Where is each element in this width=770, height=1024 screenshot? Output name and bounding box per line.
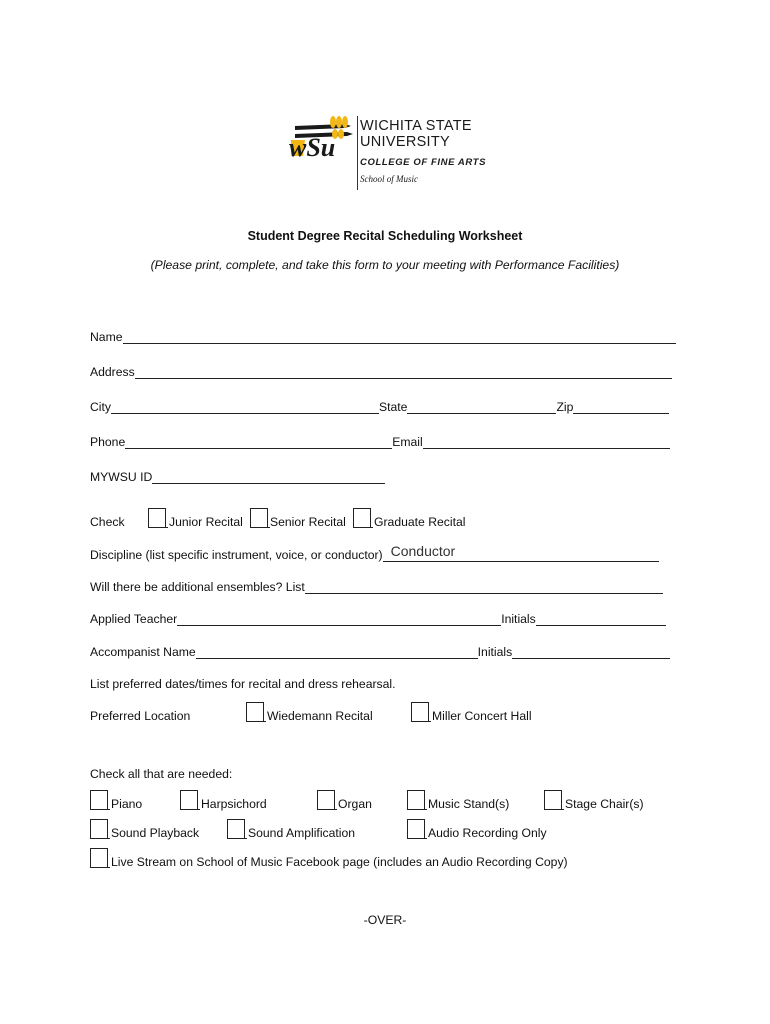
accompanist-field[interactable] xyxy=(196,645,478,659)
graduate-recital-label: Graduate Recital xyxy=(374,515,466,529)
sound-amplification-label: Sound Amplification xyxy=(248,826,356,840)
live-stream-checkbox[interactable] xyxy=(90,848,108,867)
mywsu-field[interactable] xyxy=(152,470,385,484)
junior-recital-label: Junior Recital xyxy=(169,515,243,529)
name-row xyxy=(90,330,676,344)
page-subtitle: (Please print, complete, and take this form to your meeting with Performance Facilities) xyxy=(150,258,620,272)
ensembles-row xyxy=(90,580,663,594)
city-row xyxy=(90,400,669,414)
discipline-field[interactable] xyxy=(383,543,659,562)
applied-teacher-row xyxy=(90,612,666,626)
organ-label: Organ xyxy=(338,797,372,811)
logo-line-3: COLLEGE OF FINE ARTS xyxy=(360,157,487,168)
address-field[interactable] xyxy=(135,365,672,379)
ensembles-field[interactable] xyxy=(305,580,663,594)
phone-label: Phone xyxy=(90,435,126,449)
wsu-mark: wSu xyxy=(289,133,336,162)
phone-field[interactable] xyxy=(125,435,392,449)
piano-checkbox[interactable] xyxy=(90,790,108,809)
wheat-shocker-icon xyxy=(285,112,357,172)
accompanist-initials-field[interactable] xyxy=(512,645,670,659)
email-label: Email xyxy=(392,435,423,449)
harpsichord-label: Harpsichord xyxy=(201,797,267,811)
discipline-value: Conductor xyxy=(390,543,456,559)
needed-label: Check all that are needed: xyxy=(90,767,233,781)
wiedemann-label: Wiedemann Recital xyxy=(267,709,373,723)
logo-line-1: WICHITA STATE xyxy=(360,118,472,134)
live-stream-label: Live Stream on School of Music Facebook page (includes an Audio Recording Copy) xyxy=(111,855,568,869)
ensembles-label: Will there be additional ensembles? List xyxy=(90,580,305,594)
music-stand-checkbox[interactable] xyxy=(407,790,425,809)
city-field[interactable] xyxy=(111,400,379,414)
phone-row xyxy=(90,435,670,449)
stage-chair-label: Stage Chair(s) xyxy=(565,797,644,811)
stage-chair-checkbox[interactable] xyxy=(544,790,562,809)
accompanist-initials-label: Initials xyxy=(477,645,513,659)
senior-recital-checkbox[interactable] xyxy=(250,508,268,527)
music-stand-label: Music Stand(s) xyxy=(428,797,510,811)
organ-checkbox[interactable] xyxy=(317,790,335,809)
wiedemann-checkbox[interactable] xyxy=(246,702,264,721)
accompanist-row xyxy=(90,645,670,659)
location-label: Preferred Location xyxy=(90,709,191,723)
audio-recording-label: Audio Recording Only xyxy=(428,826,547,840)
state-field[interactable] xyxy=(407,400,556,414)
piano-label: Piano xyxy=(111,797,143,811)
applied-teacher-field[interactable] xyxy=(177,612,501,626)
logo-line-2: UNIVERSITY xyxy=(360,134,451,150)
discipline-label: Discipline (list specific instrument, voice, or conductor) xyxy=(90,548,383,562)
state-label: State xyxy=(379,400,408,414)
dates-note: List preferred dates/times for recital and dress rehearsal. xyxy=(90,677,396,691)
logo-line-4: School of Music xyxy=(360,174,418,184)
zip-label: Zip xyxy=(556,400,574,414)
check-label: Check xyxy=(90,515,125,529)
audio-recording-checkbox[interactable] xyxy=(407,819,425,838)
address-row xyxy=(90,365,672,379)
applied-teacher-label: Applied Teacher xyxy=(90,612,178,626)
senior-recital-label: Senior Recital xyxy=(270,515,346,529)
discipline-row xyxy=(90,543,659,562)
applied-teacher-initials-label: Initials xyxy=(501,612,536,626)
wsu-logo xyxy=(285,112,495,192)
mywsu-row xyxy=(90,470,385,484)
logo-divider xyxy=(357,116,358,190)
address-label: Address xyxy=(90,365,135,379)
miller-checkbox[interactable] xyxy=(411,702,429,721)
email-field[interactable] xyxy=(423,435,670,449)
junior-recital-checkbox[interactable] xyxy=(148,508,166,527)
mywsu-label: MYWSU ID xyxy=(90,470,153,484)
page-title: Student Degree Recital Scheduling Worksheet xyxy=(247,229,523,243)
zip-field[interactable] xyxy=(573,400,669,414)
over-footer: -OVER- xyxy=(363,913,407,927)
city-label: City xyxy=(90,400,111,414)
applied-teacher-initials-field[interactable] xyxy=(536,612,666,626)
harpsichord-checkbox[interactable] xyxy=(180,790,198,809)
sound-playback-checkbox[interactable] xyxy=(90,819,108,838)
sound-amplification-checkbox[interactable] xyxy=(227,819,245,838)
graduate-recital-checkbox[interactable] xyxy=(353,508,371,527)
name-label: Name xyxy=(90,330,123,344)
miller-label: Miller Concert Hall xyxy=(432,709,532,723)
name-field[interactable] xyxy=(123,330,676,344)
sound-playback-label: Sound Playback xyxy=(111,826,200,840)
accompanist-label: Accompanist Name xyxy=(90,645,196,659)
